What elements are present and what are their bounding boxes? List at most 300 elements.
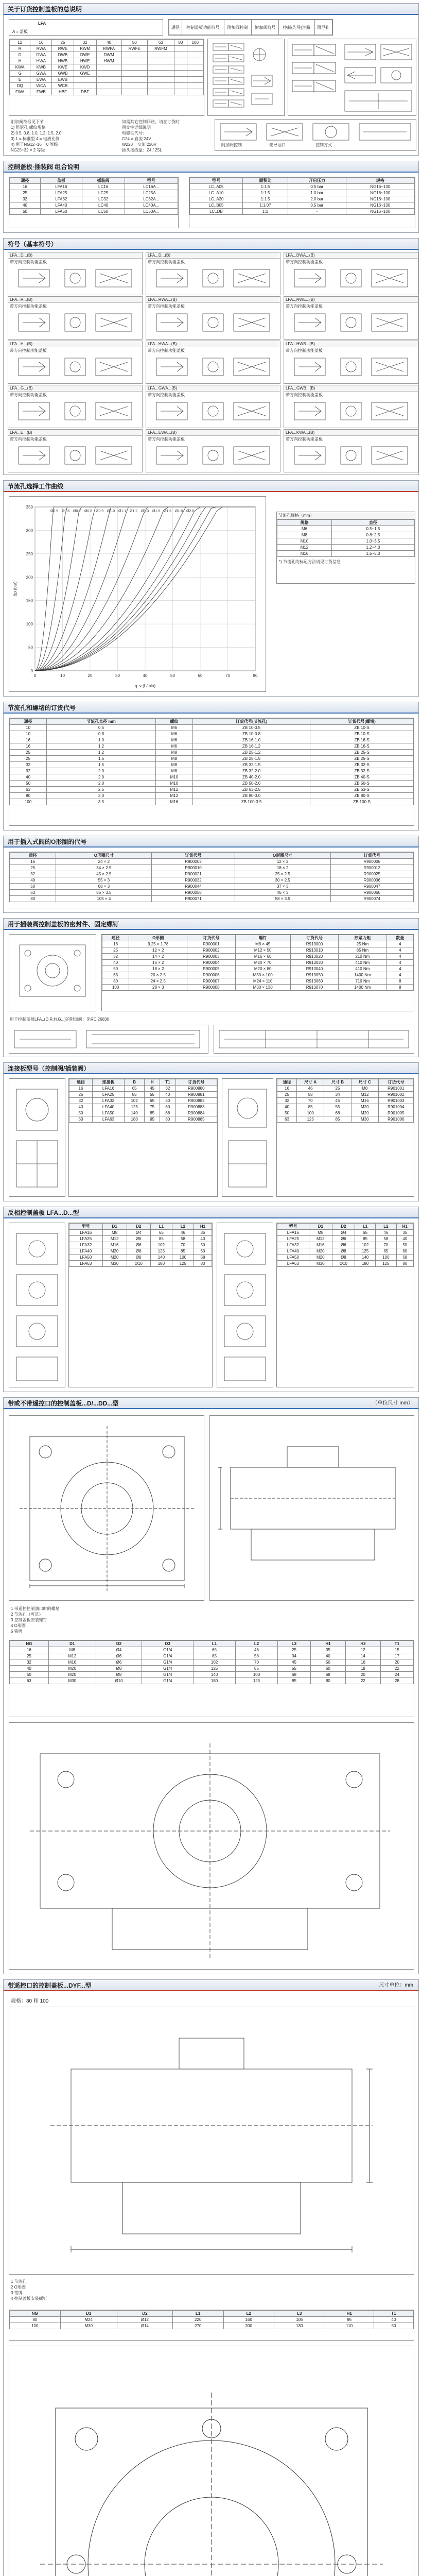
table-cell: 40	[10, 877, 56, 884]
table-cell: RWFM	[147, 46, 174, 52]
table-cell: ZB 25-S	[310, 750, 414, 756]
table-cell: EWB	[52, 77, 74, 83]
combination-section	[3, 161, 419, 233]
table-cell: 15	[380, 1647, 413, 1653]
table-cell: 25	[277, 1092, 297, 1098]
symbol-cell	[8, 296, 143, 340]
table-cell: 50	[102, 966, 129, 972]
table-row	[10, 1672, 414, 1678]
table-note: *) 节流孔的标记方法请见订货信息	[279, 560, 341, 564]
table-cell: 68	[396, 1255, 413, 1261]
table-cell: 35	[396, 1230, 413, 1236]
symbol-caption: LFA...DWA...(B)	[284, 252, 418, 259]
table-header-cell: 通径	[277, 1079, 297, 1086]
table-cell: R900004	[187, 960, 235, 966]
table-cell	[187, 83, 203, 89]
table-row	[190, 202, 415, 209]
table-cell: 68	[310, 1672, 345, 1678]
table-cell: M12	[155, 787, 192, 793]
y-tick-label: 350	[26, 505, 33, 510]
table-cell	[74, 83, 96, 89]
under-label: 控制方式	[315, 143, 332, 147]
table-row	[277, 1242, 414, 1248]
table-row	[10, 756, 414, 762]
table-cell: LC50	[82, 209, 125, 215]
table-header-cell: 尺寸 B	[324, 1079, 351, 1086]
table-row	[10, 737, 414, 743]
table-cell: 25	[277, 1647, 310, 1653]
table-cell: DBF	[74, 89, 96, 95]
under-label: 先导油口	[269, 143, 286, 147]
table-cell: 100	[297, 1110, 324, 1116]
curve-label: Ø2.0	[186, 510, 195, 513]
symbol-drawing	[8, 310, 142, 337]
symbol-cell	[284, 385, 418, 428]
oring-table-box	[9, 852, 414, 908]
table-cell	[96, 89, 121, 95]
callout-line: 3 铭牌	[11, 2291, 23, 2295]
table-cell: 125	[355, 1248, 375, 1255]
connection-plate-section	[3, 1062, 419, 1201]
table-caption: 节流孔规格（mm）	[277, 512, 415, 519]
table-cell: 50	[194, 1242, 212, 1248]
table-cell: 60	[396, 1248, 413, 1255]
header-col: 阻尼孔	[314, 20, 332, 35]
table-header-cell: 螺纹	[155, 719, 192, 725]
table-cell: M20	[102, 1248, 127, 1255]
note-line: 1) 阻尼孔 螺纹规格	[11, 125, 46, 130]
table-row	[277, 532, 415, 538]
table-cell	[147, 89, 174, 95]
table-header-cell: T1	[374, 2311, 413, 2317]
table-cell: 16	[10, 184, 41, 190]
table-cell: R	[10, 46, 30, 52]
y-tick-label: 100	[26, 622, 33, 627]
table-cell: R900021	[152, 871, 235, 877]
table-cell: 25	[52, 40, 74, 46]
symbol-caption: LFA...GWA...(B)	[146, 385, 280, 392]
table-cell: LFA32	[41, 196, 82, 202]
table-row	[102, 954, 414, 960]
table-cell: 100	[102, 985, 129, 991]
table-row	[10, 781, 414, 787]
table-row	[277, 526, 415, 532]
table-cell: ZB 32-S	[310, 762, 414, 768]
table-row	[277, 1086, 414, 1092]
table-cell	[174, 52, 187, 58]
table-cell: M6	[155, 737, 192, 743]
order-code-header	[9, 19, 163, 36]
cover-section-view	[9, 1722, 414, 1970]
table-cell: 55	[324, 1104, 351, 1110]
table-cell: LC16	[82, 184, 125, 190]
plate-drawing-left	[9, 1078, 65, 1197]
note-line: 插头接线盒：Z4 / Z5L	[122, 148, 162, 152]
table-cell: 25	[10, 750, 47, 756]
table-cell: M8	[155, 750, 192, 756]
table-row	[277, 1104, 414, 1110]
table-header-cell: 拧紧力矩	[339, 935, 386, 941]
table-cell: R900074	[330, 896, 413, 902]
table-cell: WCA	[30, 83, 52, 89]
table-cell: 45	[324, 1098, 351, 1104]
x-tick-label: 30	[115, 673, 120, 678]
table-row	[69, 1092, 217, 1098]
seal-drawing-svg	[9, 935, 96, 1011]
table-cell: 80	[102, 978, 129, 985]
table-cell: 50	[277, 1110, 297, 1116]
table-cell: 25	[10, 865, 56, 871]
dimension-table-box	[9, 1640, 414, 1717]
table-cell: LFA25	[41, 190, 82, 196]
table-cell: RWE	[52, 46, 74, 52]
table-cell: R900884	[175, 1110, 217, 1116]
reverse-drawing-svg	[9, 1223, 65, 1387]
note-line: 4) 用于NG12~16 = 0 等级	[11, 142, 58, 147]
reverse-drawing-right	[217, 1223, 273, 1387]
table-cell: LFA25	[69, 1236, 103, 1242]
table-cell: R901006	[378, 1116, 413, 1123]
table-cell: Ø10	[332, 1261, 355, 1267]
table-cell: G1/4	[142, 1647, 194, 1653]
table-cell: G1/4	[142, 1653, 194, 1659]
table-cell: 80	[160, 1116, 176, 1123]
header-col: 控制盖板功能符号	[182, 20, 224, 35]
table-row	[69, 1242, 212, 1248]
table-cell	[174, 64, 187, 71]
table-cell	[121, 64, 147, 71]
oring-section	[3, 836, 419, 913]
table-cell: 180	[125, 1116, 145, 1123]
table-cell	[174, 46, 187, 52]
table-row	[277, 1116, 414, 1123]
table-cell: 85	[125, 1092, 145, 1098]
x-tick-label: 20	[87, 673, 93, 678]
table-cell: 16	[30, 40, 52, 46]
table-header-cell: L2	[236, 1641, 278, 1647]
callout-line: 1 带遥控控制油口时的螺堵	[11, 1606, 60, 1611]
table-cell: 40	[374, 2317, 413, 2323]
table-row	[10, 71, 204, 77]
table-cell: 63	[10, 890, 56, 896]
table-row	[10, 1653, 414, 1659]
table-cell: R901003	[378, 1098, 413, 1104]
table-row	[277, 538, 415, 545]
table-row	[10, 77, 204, 83]
grid-table	[9, 718, 414, 805]
curve-label: Ø0.7	[73, 510, 81, 513]
reverse-cover-section	[3, 1207, 419, 1392]
table-header-cell: 规格	[277, 520, 332, 526]
table-cell: 18	[345, 1666, 380, 1672]
table-cell: LC32	[82, 196, 125, 202]
table-cell: FWA	[10, 89, 30, 95]
table-cell: LC16A...	[125, 184, 178, 190]
table-cell: M20	[351, 1104, 378, 1110]
table-cell: 0.8~2.5	[331, 532, 414, 538]
table-cell: ZB 32-2.0	[193, 768, 310, 774]
table-cell: DQ	[10, 83, 30, 89]
seals-note: 用于控制盖板LFA..(D.R.H.G...)的附加阀：见RC 26830	[10, 1017, 109, 1022]
orifice-curve-section	[3, 480, 419, 697]
section-title	[4, 1398, 418, 1409]
table-cell: 68 × 3	[56, 884, 152, 890]
table-cell: 140	[194, 1672, 236, 1678]
table-cell: 100	[236, 1672, 278, 1678]
table-cell: 10	[10, 725, 47, 731]
table-cell: 1:1	[243, 209, 288, 215]
table-cell: 32	[160, 1086, 176, 1092]
table-row	[10, 750, 414, 756]
table-cell: R900006	[187, 972, 235, 978]
symbol-grid-svg	[208, 39, 284, 115]
table-cell: 58	[376, 1236, 396, 1242]
symbols-section	[3, 238, 419, 475]
table-cell: M20 × 70	[235, 960, 290, 966]
table-header-cell: 型号	[277, 1224, 309, 1230]
table-cell: 40	[160, 1092, 176, 1098]
section-title: 用于插入式阀的O形圈的代号	[4, 836, 418, 848]
table-cell: LC25A...	[125, 190, 178, 196]
table-cell: 30 × 2.5	[235, 877, 330, 884]
table-cell: LC..DB	[190, 209, 243, 215]
table-cell: 25	[69, 1092, 93, 1098]
table-cell: 16	[277, 1086, 297, 1092]
table-cell	[147, 77, 174, 83]
table-cell: M16	[277, 551, 332, 557]
cover-top-view-svg	[9, 1416, 204, 1600]
table-cell: LC50A...	[125, 209, 178, 215]
table-cell: M24	[60, 2317, 117, 2323]
x-tick-label: 10	[60, 673, 65, 678]
table-cell: R900012	[330, 865, 413, 871]
table-cell: 1.2	[47, 750, 155, 756]
table-cell: 16	[102, 941, 129, 947]
table-row	[102, 966, 414, 972]
detail-svg	[214, 1025, 414, 1053]
table-cell: Ø8	[127, 1248, 150, 1255]
symbol-caption: LFA...GWB...(B)	[284, 385, 418, 392]
symbol-cell	[146, 296, 280, 340]
table-header-cell: 订货代号	[330, 853, 413, 859]
table-cell: M8	[155, 756, 192, 762]
table-cell: 63	[69, 1116, 93, 1123]
table-cell: 125	[376, 1261, 396, 1267]
symbol-drawing	[8, 354, 142, 382]
table-cell: M24 × 110	[235, 978, 290, 985]
symbol-caption: LFA...RWA...(B)	[146, 297, 280, 303]
table-cell: Ø10	[96, 1678, 142, 1684]
table-cell: R900001	[187, 941, 235, 947]
symbol-drawing	[146, 265, 280, 293]
symbol-drawing	[146, 310, 280, 337]
table-cell: ZB 32-S	[310, 768, 414, 774]
table-cell: 65	[145, 1098, 160, 1104]
symbol-caption: LFA...RWE...(B)	[284, 297, 418, 303]
reverse-drawing-left	[9, 1223, 65, 1387]
table-cell: R900005	[187, 966, 235, 972]
section-title	[4, 1980, 418, 1991]
section-title: 连接板型号（控制阀/插装阀）	[4, 1063, 418, 1074]
table-header-cell: 连接板	[92, 1079, 124, 1086]
table-cell: 85	[376, 1248, 396, 1255]
table-cell: 40	[277, 1104, 297, 1110]
table-cell: 1.5	[47, 756, 155, 762]
table-cell: R900058	[152, 890, 235, 896]
symbol-note: 带方向控制功能盖板	[146, 392, 280, 398]
table-cell: KWE	[52, 64, 74, 71]
table-cell: 16	[10, 859, 56, 865]
grid-table	[9, 2310, 414, 2329]
x-axis-label: q_v (L/min)	[134, 684, 156, 688]
plate-left-table-box	[68, 1078, 218, 1197]
table-cell	[187, 64, 203, 71]
note-line: W220 = 交流 220V	[122, 142, 156, 147]
table-cell: 40	[10, 1666, 49, 1672]
table-row	[69, 1261, 212, 1267]
table-cell: 68	[277, 1672, 310, 1678]
table-cell: 55	[145, 1092, 160, 1098]
plate-drawing-svg	[9, 1079, 65, 1196]
table-header-cell: H2	[345, 1641, 380, 1647]
table-cell: 270	[172, 2323, 223, 2329]
table-cell: LFA40	[92, 1104, 124, 1110]
table-cell: EWA	[30, 77, 52, 83]
table-header-cell: L2	[376, 1224, 396, 1230]
callout-line: 4 O形圈	[11, 1623, 26, 1628]
callout-line: 2 O形圈	[11, 2285, 26, 2290]
table-cell: 25	[102, 947, 129, 954]
table-row	[190, 196, 415, 202]
table-cell: 125	[194, 1666, 236, 1672]
table-cell: 80	[10, 2317, 61, 2323]
table-cell: 12 × 2	[235, 859, 330, 865]
symbol-drawing	[284, 354, 418, 382]
dyf-table-box	[9, 2310, 414, 2341]
table-cell: R901005	[378, 1110, 413, 1116]
table-cell: R913060	[290, 978, 338, 985]
table-cell: R900006	[330, 859, 413, 865]
table-cell: 50	[10, 209, 41, 215]
table-cell	[147, 71, 174, 77]
table-cell: 45	[277, 1659, 310, 1666]
table-cell: 85	[236, 1666, 278, 1672]
table-cell: NG16~100	[346, 209, 414, 215]
section-title: 符号（基本符号）	[4, 239, 418, 250]
table-cell: Ø8	[332, 1248, 355, 1255]
table-cell: 80	[10, 793, 47, 799]
code-matrix	[9, 39, 204, 116]
symbol-caption: LFA...D...(B)	[146, 252, 280, 259]
table-cell: HBF	[52, 89, 74, 95]
table-cell: 35	[310, 1647, 345, 1653]
table-row	[277, 1092, 414, 1098]
table-cell: 4	[386, 966, 413, 972]
table-row	[277, 1236, 414, 1242]
table-cell: 50	[69, 1110, 93, 1116]
table-cell: 85	[194, 1653, 236, 1659]
table-cell: 85 × 3.5	[56, 890, 152, 896]
table-header-cell: H1	[310, 1641, 345, 1647]
table-cell: M8	[155, 768, 192, 774]
reverse-right-table-box	[276, 1223, 414, 1387]
table-cell: ZB 80-3.0	[193, 793, 310, 799]
table-cell: 40	[10, 774, 47, 781]
table-cell: 125	[236, 1678, 278, 1684]
table-cell: 25	[10, 756, 47, 762]
header-col: 附加阀控制	[224, 20, 251, 35]
table-cell: R900032	[152, 877, 235, 884]
y-tick-label: 200	[26, 575, 33, 580]
table-cell: 40	[396, 1236, 413, 1242]
table-cell: 22	[345, 1678, 380, 1684]
symbol-caption: LFA...KWA...(B)	[284, 430, 418, 436]
table-header-cell: O形圈尺寸	[56, 853, 152, 859]
symbol-column	[207, 39, 285, 116]
table-cell: 32	[10, 762, 47, 768]
symbol-note: 带方向控制功能盖板	[8, 347, 142, 354]
table-row	[102, 960, 414, 966]
remote-port-cover-section	[3, 1397, 419, 1974]
grid-table	[9, 852, 414, 902]
table-row	[10, 787, 414, 793]
table-row	[190, 209, 415, 215]
table-cell: R900002	[187, 947, 235, 954]
detail-svg	[9, 1025, 208, 1053]
table-cell: 18 × 2	[235, 865, 330, 871]
table-cell: 50	[10, 1672, 49, 1678]
table-cell: 85	[172, 1248, 194, 1255]
table-cell: 2.0 bar	[288, 196, 346, 202]
table-row	[10, 40, 204, 46]
table-cell: M12	[102, 1236, 127, 1242]
table-cell: H	[10, 58, 30, 64]
combination-left-table	[9, 177, 179, 228]
cover-section-view-svg	[9, 1723, 414, 1969]
table-cell: ZB 16-S	[310, 743, 414, 750]
table-cell: Ø6	[332, 1236, 355, 1242]
table-cell: 80	[10, 896, 56, 902]
table-cell: 1:1.07	[243, 202, 288, 209]
table-cell: R900880	[175, 1086, 217, 1092]
table-row	[10, 1666, 414, 1672]
table-cell: 80	[396, 1261, 413, 1267]
table-cell: 34	[324, 1092, 351, 1098]
table-cell: 68	[324, 1110, 351, 1116]
table-cell: 100	[172, 1255, 194, 1261]
right-notes	[122, 119, 209, 153]
symbol-cell	[146, 385, 280, 428]
table-cell: M8	[102, 1230, 127, 1236]
table-cell: LFA50	[69, 1255, 103, 1261]
additional-valve-svg	[288, 39, 416, 115]
header-col: 控制(先导)油路	[279, 20, 314, 35]
callout-line: 5 铭牌	[11, 1629, 23, 1634]
table-header-cell: D1	[309, 1224, 332, 1230]
table-cell: 68	[194, 1255, 212, 1261]
table-cell: 32	[69, 1098, 93, 1104]
table-cell: 1.5~5.0	[331, 551, 414, 557]
symbol-drawing	[284, 443, 418, 470]
table-cell: R901004	[378, 1104, 413, 1110]
symbol-note: 带方向控制功能盖板	[8, 392, 142, 398]
table-cell: 180	[355, 1261, 375, 1267]
table-cell: ZB 10-S	[310, 731, 414, 737]
table-cell: M30 × 100	[235, 972, 290, 978]
table-cell: 50	[310, 1659, 345, 1666]
symbol-note: 带方向控制功能盖板	[8, 436, 142, 443]
x-tick-label: 40	[143, 673, 148, 678]
